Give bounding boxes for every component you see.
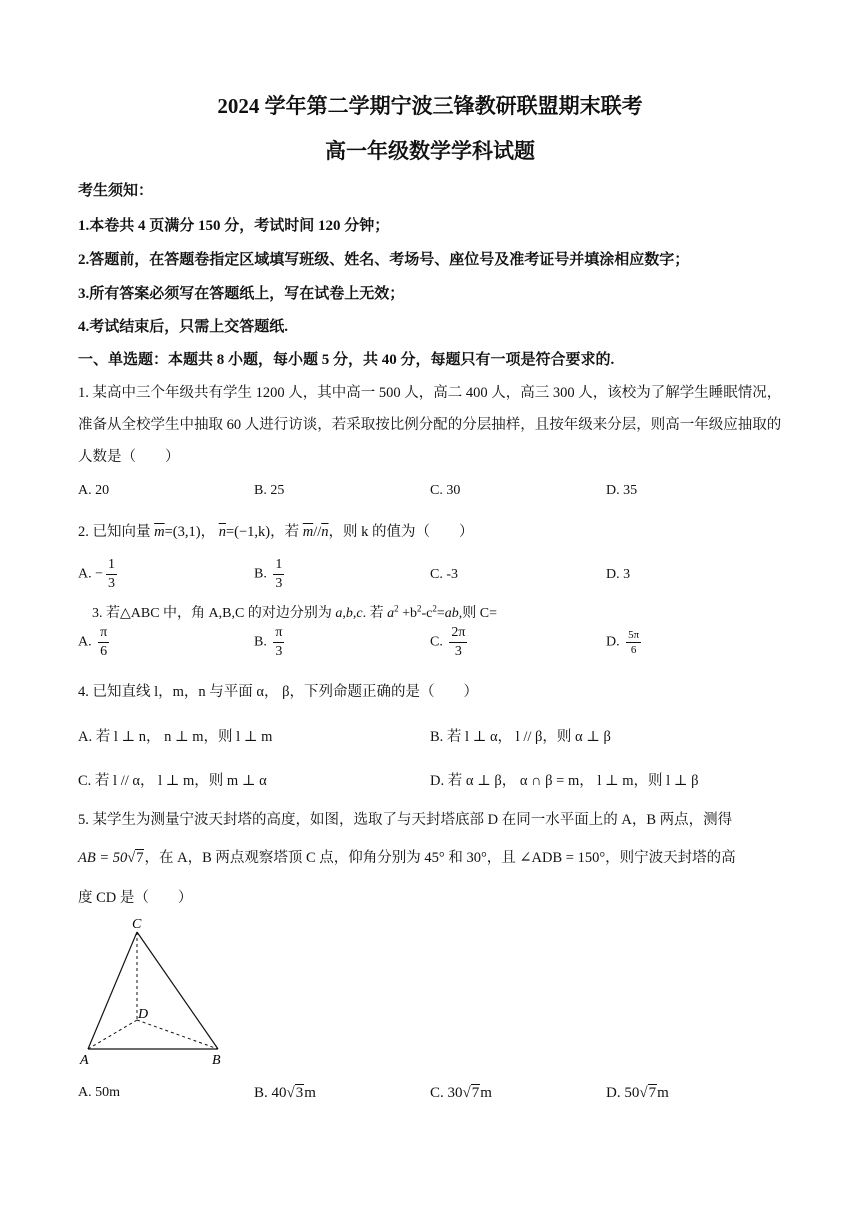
q2-option-d: D. 3 (606, 567, 631, 582)
numerator: 2π (449, 624, 467, 643)
q3-option-a (78, 624, 109, 661)
q3-part: 3. 若△ABC 中，角 A,B,C 的对边分别为 (92, 606, 336, 621)
q1-option-b: B. 25 (254, 483, 285, 498)
vector-n: $\overline{n}$ (218, 524, 226, 540)
q3-var-ab: ab (444, 606, 459, 621)
sqrt: √7 (462, 1085, 480, 1101)
parallel-symbol: // (313, 524, 322, 540)
q3-part: ,则 C= (458, 606, 497, 621)
minus-sign: − (95, 566, 104, 582)
question-5-line1: 5. 某学生为测量宁波天封塔的高度，如图，选取了与天封塔底部 D 在同一水平面上的 A，B 两点，测得 (78, 812, 733, 828)
option-label: C. (430, 634, 443, 650)
notice-heading: 考生须知： (78, 183, 154, 199)
q3-option-c (430, 624, 467, 661)
q3-sides: a,b,c (335, 606, 363, 621)
fraction (626, 628, 641, 657)
fraction (449, 624, 467, 661)
q3-part: -c (421, 606, 433, 621)
section-heading: 一、单选题：本题共 8 小题，每小题 5 分，共 40 分，每题只有一项是符合要求的. (78, 352, 615, 368)
denominator: 3 (275, 576, 283, 591)
unit: m (304, 1085, 316, 1101)
q4-option-a: A. 若 l ⊥ n， n ⊥ m，则 l ⊥ m (78, 729, 273, 745)
option-label: A. (78, 566, 92, 582)
superscript: 2 (416, 603, 422, 614)
denominator: 6 (630, 644, 637, 656)
q1-option-c: C. 30 (430, 483, 461, 498)
denominator: 6 (100, 644, 108, 659)
label-b: B (212, 1053, 221, 1068)
option-label: B. (254, 634, 267, 650)
edge-ca (88, 932, 137, 1049)
label-c: C (132, 917, 142, 932)
q4-option-c: C. 若 l // α， l ⊥ m，则 m ⊥ α (78, 773, 267, 789)
notice-item: 1.本卷共 4 页满分 150 分，考试时间 120 分钟； (78, 218, 390, 234)
fraction (106, 556, 117, 593)
question-5-line2 (78, 846, 736, 867)
option-label: B. (254, 1085, 268, 1101)
q3-option-d (606, 628, 641, 657)
sqrt: √7 (639, 1085, 657, 1101)
question-4-text: 4. 已知直线 l，m，n 与平面 α， β，下列命题正确的是（ ） (78, 684, 479, 700)
unit: m (480, 1085, 492, 1101)
coefficient: 50 (624, 1085, 640, 1101)
coefficient: 40 (271, 1085, 287, 1101)
q2-end: ，则 k 的值为（ ） (328, 524, 474, 540)
option-label: C. (430, 1085, 444, 1101)
vector-m: $\overline{m}$ (154, 524, 165, 540)
label-d: D (138, 1007, 149, 1022)
exam-subtitle: 高一年级数学学科试题 (325, 139, 535, 163)
edge-cb (137, 932, 218, 1049)
q5-line2-rest: ，在 A，B 两点观察塔顶 C 点，仰角分别为 45° 和 30°，且 ∠ADB = 150°，则宁波天封塔的高 (144, 850, 736, 866)
option-label: D. (606, 634, 620, 650)
q3-option-b (254, 624, 284, 661)
coefficient: 30 (447, 1085, 463, 1101)
numerator: π (98, 624, 109, 643)
q5-option-a: A. 50m (78, 1085, 120, 1100)
q5-option-d (606, 1085, 669, 1102)
notice-item: 4.考试结束后，只需上交答题纸. (78, 319, 289, 335)
radicand: 3 (295, 1085, 304, 1101)
vector-m-value: =(3,1) (164, 524, 201, 540)
option-label: B. (254, 566, 267, 582)
option-label: A. (78, 634, 92, 650)
question-1-text: 1. 某高中三个年级共有学生 1200 人，其中高一 500 人，高二 400 人，高三 300 人，该校为了解学生睡眠情况，准备从全校学生中抽取 60 人进行访谈，若采取按比例分配的分层抽样，且按年级来分层，则高一年级应抽取的人数是（ ） (78, 385, 782, 465)
question-2-text (78, 520, 474, 541)
question-5-line3: 度 CD 是（ ） (78, 890, 193, 906)
denominator: 3 (108, 576, 116, 591)
label-a: A (80, 1053, 89, 1068)
q2-option-b (254, 556, 284, 593)
numerator: π (273, 624, 284, 643)
edge-db (137, 1020, 218, 1049)
numerator: 1 (106, 556, 117, 575)
q2-option-c: C. -3 (430, 567, 458, 582)
q4-option-d: D. 若 α ⊥ β， α ∩ β = m， l ⊥ m，则 l ⊥ β (430, 773, 699, 789)
q3-part: +b (398, 606, 417, 621)
radicand: 7 (648, 1085, 657, 1101)
question-3-text (92, 602, 497, 622)
sqrt: √3 (286, 1085, 304, 1101)
notice-item: 3.所有答案必须写在答题纸上，写在试卷上无效； (78, 286, 405, 302)
q2-sep: ， (200, 524, 216, 540)
notice-item: 2.答题前，在答题卷指定区域填写班级、姓名、考场号、座位号及准考证号并填涂相应数字； (78, 252, 690, 268)
q3-part: . 若 (362, 606, 388, 621)
numerator: 1 (273, 556, 284, 575)
q1-option-a: A. 20 (78, 483, 110, 498)
denominator: 3 (275, 644, 283, 659)
vector-n-value: =(−1,k) (225, 524, 271, 540)
q2-option-a (78, 556, 117, 593)
tower-figure (72, 912, 242, 1072)
denominator: 3 (454, 644, 462, 659)
q2-mid: ，若 (270, 524, 300, 540)
q1-option-d: D. 35 (606, 483, 638, 498)
fraction (273, 624, 284, 661)
fraction (98, 624, 109, 661)
unit: m (657, 1085, 669, 1101)
q4-option-b: B. 若 l ⊥ α， l // β，则 α ⊥ β (430, 729, 611, 745)
edge-da (88, 1020, 137, 1049)
q3-part: = (436, 606, 445, 621)
vector-n: $\overline{n}$ (321, 524, 329, 540)
option-label: D. (606, 1085, 621, 1101)
exam-title: 2024 学年第二学期宁波三锋教研联盟期末联考 (217, 94, 643, 118)
radicand: 7 (136, 850, 144, 866)
sqrt: √7 (127, 850, 144, 866)
q3-var-a: a (387, 606, 395, 621)
q5-option-b (254, 1085, 316, 1102)
fraction (273, 556, 284, 593)
radicand: 7 (471, 1085, 480, 1101)
q2-prefix: 2. 已知向量 (78, 524, 151, 540)
superscript: 2 (394, 603, 399, 614)
numerator: 5π (628, 629, 640, 641)
q5-option-c (430, 1085, 492, 1102)
superscript: 2 (432, 603, 437, 614)
ab-length: AB = 50 (78, 850, 128, 866)
vector-m: $\overline{m}$ (302, 524, 314, 540)
